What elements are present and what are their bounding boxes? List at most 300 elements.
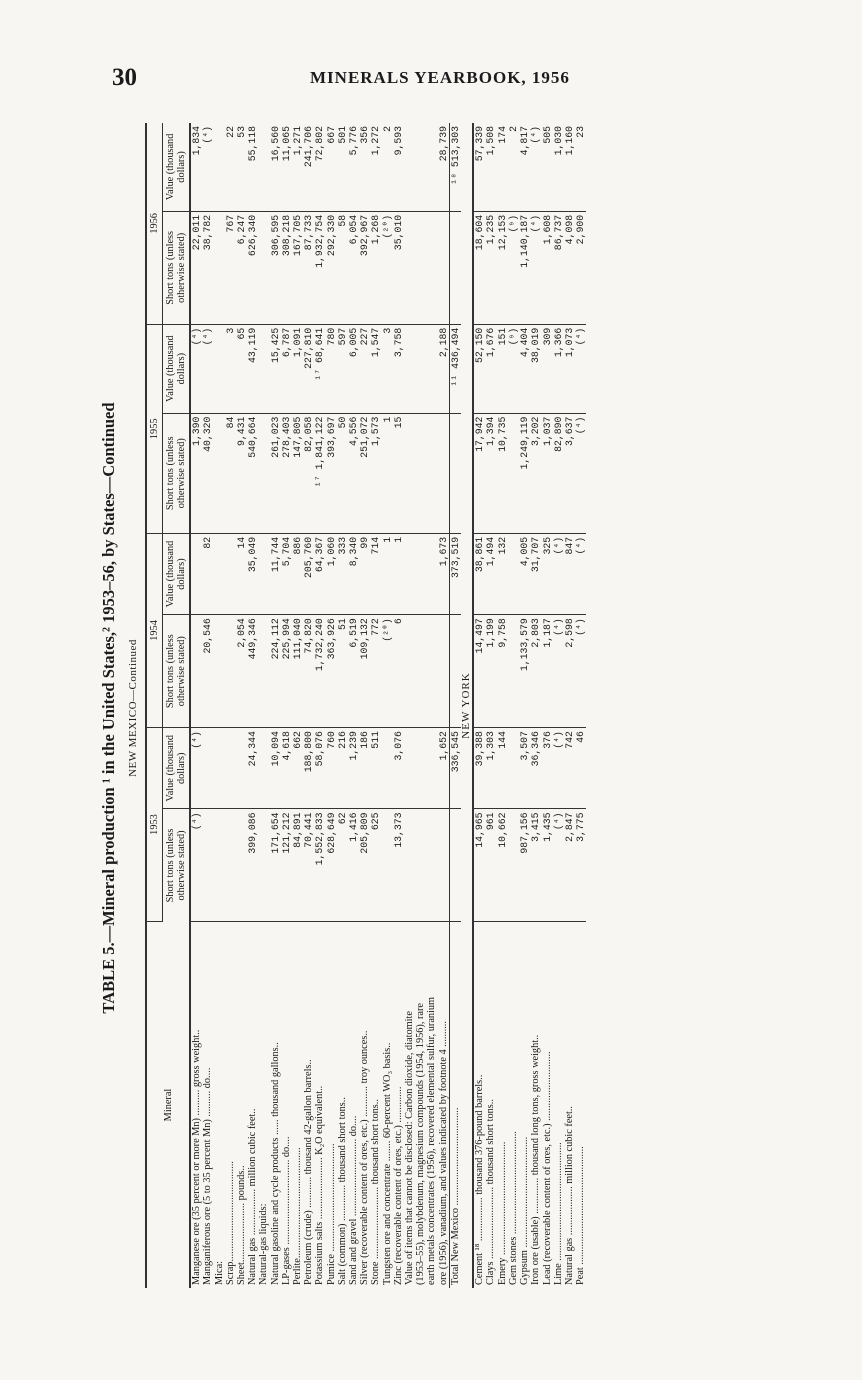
table-cell: (⁴) (202, 123, 213, 211)
table-cell (258, 615, 269, 728)
table-row (292, 123, 303, 1288)
mineral-label: Emery ............................................ (496, 1141, 508, 1285)
table-cell (426, 809, 437, 922)
table-cell: 336,545 (449, 728, 461, 809)
mineral-label: earth metals concentrates (1956), recovered elemental sulfur, uranium (426, 996, 438, 1285)
table-cell: 14 (236, 533, 247, 614)
state-heading-new-york: NEW YORK (461, 123, 473, 1288)
table-cell (426, 615, 437, 728)
table-cell: 65 (236, 324, 247, 413)
table-cell (508, 615, 519, 728)
year-header-1956: 1956 (146, 123, 163, 324)
table-cell: 1,091 (292, 324, 303, 413)
rotated-table-frame (93, 108, 823, 1308)
table-cell: 767 (225, 211, 236, 324)
table-row (281, 123, 292, 1288)
table-cell: 2,054 (236, 615, 247, 728)
table-cell (415, 211, 426, 324)
table-row (542, 123, 553, 1288)
table-cell: 36,346 (530, 728, 541, 809)
table-cell: 46 (575, 728, 586, 809)
table-cell: 227,810 (303, 324, 314, 413)
table-cell (438, 211, 450, 324)
mineral-production-table (145, 123, 586, 1288)
table-cell: 205,760 (303, 533, 314, 614)
table-row (348, 123, 359, 1288)
mineral-label: Lead (recoverable content of ores, etc.) ........................... (541, 1051, 553, 1285)
table-cell (508, 533, 519, 614)
table-cell: 1,030 (553, 123, 564, 211)
table-row (575, 123, 586, 1288)
table-cell: 2,598 (564, 615, 575, 728)
table-row (303, 123, 314, 1288)
table-cell: 6 (393, 615, 404, 728)
table-cell: 109,132 (359, 615, 370, 728)
table-cell: 6,247 (236, 211, 247, 324)
table-cell: 2,847 (564, 809, 575, 922)
table-cell: 18,604 (473, 211, 485, 324)
table-cell (415, 809, 426, 922)
table-cell (258, 123, 269, 211)
table-cell: 392,967 (359, 211, 370, 324)
table-cell: 14,965 (473, 809, 485, 922)
table-row (359, 123, 370, 1288)
table-row (337, 123, 348, 1288)
table-cell (438, 413, 450, 533)
mineral-label: Salt (common) .............. thousand short tons.. (336, 1097, 348, 1285)
table-cell: 31,707 (530, 533, 541, 614)
table-cell: (⁴) (553, 615, 564, 728)
table-cell: 38,782 (202, 211, 213, 324)
table-cell: 714 (370, 533, 381, 614)
state-heading-row (461, 123, 473, 1288)
table-cell: 35,010 (393, 211, 404, 324)
mineral-label: Scrap....................................... (224, 1161, 236, 1285)
new-mexico-total (449, 123, 473, 1288)
table-cell (404, 533, 415, 614)
table-cell (258, 211, 269, 324)
total-label: Total New Mexico ...................................... (449, 922, 461, 1289)
table-row (236, 123, 247, 1288)
table-cell: 1,932,754 (314, 211, 325, 324)
table-cell (382, 728, 393, 809)
value-header: Value (thousand dollars) (163, 728, 191, 809)
value-header: Value (thousand dollars) (163, 123, 191, 211)
table-cell: 50 (337, 413, 348, 533)
table-cell (449, 809, 461, 922)
table-cell: 23 (575, 123, 586, 211)
table-cell: 501 (337, 123, 348, 211)
mineral-label: ore (1956), vanadium, and values indicated by footnote 4 .......... (437, 1021, 449, 1285)
table-cell: 1,073 (564, 324, 575, 413)
table-cell: 1 (382, 413, 393, 533)
mineral-label: Sand and gravel .............................. do.... (348, 1115, 360, 1285)
table-cell: 99 (359, 533, 370, 614)
table-cell (426, 533, 437, 614)
table-cell (449, 211, 461, 324)
table-cell (404, 809, 415, 922)
table-cell: 6,519 (348, 615, 359, 728)
table-row (497, 123, 508, 1288)
table-cell: 58 (337, 211, 348, 324)
table-cell: 1,494 (485, 533, 496, 614)
table-cell: (⁴) (530, 123, 541, 211)
table-cell (382, 809, 393, 922)
table-row (382, 123, 393, 1288)
mineral-label: Tungsten ore and concentrate ........ 60-percent WO₃ basis.. (381, 1042, 393, 1285)
table-cell: 14,497 (473, 615, 485, 728)
table-cell (214, 728, 225, 809)
mineral-label: Zinc (recoverable content of ores, etc.) .............. (392, 1086, 404, 1285)
table-cell: 1,037 (542, 413, 553, 533)
table-cell: ¹⁷ 1,841,122 (314, 413, 325, 533)
table-cell: 10,094 (270, 728, 281, 809)
mineral-label: Manganiferous ore (5 to 35 percent Mn) .......... do.... (202, 1067, 214, 1285)
table-cell: 1,608 (542, 211, 553, 324)
value-header: Value (thousand dollars) (163, 533, 191, 614)
mineral-label: Petroleum (crude) ............ thousand 42-gallon barrels.. (303, 1059, 315, 1285)
table-cell: 40,320 (202, 413, 213, 533)
table-cell: 241,706 (303, 123, 314, 211)
table-cell (214, 324, 225, 413)
table-cell: (⁴) (553, 533, 564, 614)
mineral-label: (1953–55), molybdenum, magnesium compounds (1954, 1956), rare (415, 1003, 427, 1285)
table-cell (214, 123, 225, 211)
table-cell: 3,758 (393, 324, 404, 413)
table-cell: 1,235 (485, 211, 496, 324)
table-cell: 1,435 (542, 809, 553, 922)
table-cell: 24,344 (247, 728, 258, 809)
table-cell: 987,156 (519, 809, 530, 922)
table-cell: 39,388 (473, 728, 485, 809)
table-cell: 5,704 (281, 533, 292, 614)
table-cell (225, 533, 236, 614)
mineral-label: Manganese ore (35 percent or more Mn) .......... gross weight.. (191, 1029, 203, 1285)
table-cell: 662 (292, 728, 303, 809)
table-cell: 38,861 (473, 533, 485, 614)
table-cell (202, 809, 213, 922)
mineral-label: Gypsum ........................................... (519, 1136, 531, 1285)
table-cell: 628,649 (326, 809, 337, 922)
table-cell (258, 809, 269, 922)
table-row (415, 123, 426, 1288)
value-header: Value (thousand dollars) (163, 324, 191, 413)
table-cell: 1,732,240 (314, 615, 325, 728)
table-row (508, 123, 519, 1288)
table-cell: 1,268 (370, 211, 381, 324)
table-cell: 6,787 (281, 324, 292, 413)
table-row (314, 123, 325, 1288)
table-cell: 15 (393, 413, 404, 533)
year-header-1954: 1954 (146, 533, 163, 727)
table-cell: 3,507 (519, 728, 530, 809)
table-cell: 51 (337, 615, 348, 728)
table-cell (415, 728, 426, 809)
table-cell: 84,891 (292, 809, 303, 922)
table-row (553, 123, 564, 1288)
table-cell: 1,390 (190, 413, 202, 533)
table-cell: 86,737 (553, 211, 564, 324)
qty-header: Short tons (unless otherwise stated) (163, 413, 191, 533)
table-cell (404, 211, 415, 324)
mineral-label: Value of items that cannot be disclosed: Carbon dioxide, diatomite (404, 1011, 416, 1285)
new-york-rows (473, 123, 586, 1288)
table-cell: 9,758 (497, 615, 508, 728)
table-row (564, 123, 575, 1288)
table-cell: 144 (497, 728, 508, 809)
table-cell: (⁹) (508, 211, 519, 324)
table-row (247, 123, 258, 1288)
table-cell (415, 413, 426, 533)
table-cell (415, 533, 426, 614)
table-cell (415, 123, 426, 211)
table-cell: 224,112 (270, 615, 281, 728)
table-cell (508, 728, 519, 809)
qty-header: Short tons (unless otherwise stated) (163, 211, 191, 324)
table-row (519, 123, 530, 1288)
table-cell: 393,697 (326, 413, 337, 533)
table-row (485, 123, 496, 1288)
table-cell: 82,058 (303, 413, 314, 533)
table-cell: 55,118 (247, 123, 258, 211)
table-cell: 961 (485, 809, 496, 922)
table-cell: 52,150 (473, 324, 485, 413)
table-cell: 2,188 (438, 324, 450, 413)
table-cell: 2 (382, 123, 393, 211)
table-cell: 53 (236, 123, 247, 211)
table-cell: 4,005 (519, 533, 530, 614)
table-cell: 15,425 (270, 324, 281, 413)
table-cell: 20,546 (202, 615, 213, 728)
table-cell: 13,373 (393, 809, 404, 922)
table-cell: 373,519 (449, 533, 461, 614)
table-cell: 151 (497, 324, 508, 413)
table-cell: 3,076 (393, 728, 404, 809)
table-row (190, 123, 202, 1288)
table-cell (214, 533, 225, 614)
table-cell: (²⁰) (382, 211, 393, 324)
table-cell: 399,086 (247, 809, 258, 922)
table-cell: 667 (326, 123, 337, 211)
table-cell: 10,662 (497, 809, 508, 922)
table-cell: 625 (370, 809, 381, 922)
table-cell: 64,367 (314, 533, 325, 614)
table-cell: 760 (326, 728, 337, 809)
table-cell: 4,817 (519, 123, 530, 211)
table-cell: 72,802 (314, 123, 325, 211)
table-cell: 28,739 (438, 123, 450, 211)
table-cell: 292,330 (326, 211, 337, 324)
table-cell: 1,416 (348, 809, 359, 922)
table-cell (258, 413, 269, 533)
table-cell: 1,834 (190, 123, 202, 211)
table-cell: (⁴) (202, 324, 213, 413)
table-cell: 597 (337, 324, 348, 413)
table-cell (449, 413, 461, 533)
table-cell: ¹¹ 436,494 (449, 324, 461, 413)
table-cell: 35,049 (247, 533, 258, 614)
table-cell (404, 728, 415, 809)
table-cell: 121,212 (281, 809, 292, 922)
table-cell (508, 809, 519, 922)
table-cell (404, 324, 415, 413)
table-cell: 1,272 (370, 123, 381, 211)
table-row (202, 123, 213, 1288)
table-cell: 3 (382, 324, 393, 413)
table-cell (214, 413, 225, 533)
table-cell (404, 123, 415, 211)
table-cell: 278,403 (281, 413, 292, 533)
table-cell: 3,202 (530, 413, 541, 533)
table-cell: 1,366 (553, 324, 564, 413)
table-cell: (⁴) (575, 533, 586, 614)
table-cell (426, 211, 437, 324)
table-cell: 1,160 (564, 123, 575, 211)
new-mexico-rows (190, 123, 449, 1288)
table-cell (404, 615, 415, 728)
table-cell: (⁴) (575, 413, 586, 533)
table-cell (415, 324, 426, 413)
table-cell: 82 (202, 533, 213, 614)
table-cell: 1,239 (348, 728, 359, 809)
table-cell: 1,673 (438, 533, 450, 614)
table-cell: (⁴) (575, 615, 586, 728)
table-cell (225, 809, 236, 922)
table-title: TABLE 5.—Mineral production ¹ in the United States,² 1953–56, by States—Continued (99, 402, 118, 1014)
table-cell (508, 413, 519, 533)
table-cell: 57,339 (473, 123, 485, 211)
table-cell: 333 (337, 533, 348, 614)
table-cell (426, 123, 437, 211)
table-cell: 10,735 (497, 413, 508, 533)
year-header-1955: 1955 (146, 324, 163, 533)
table-cell: 3,415 (530, 809, 541, 922)
mineral-label: Natural gas ................... million cubic feet.. (563, 1105, 575, 1285)
table-cell: 505 (542, 123, 553, 211)
table-cell: 1,573 (370, 413, 381, 533)
table-cell: 216 (337, 728, 348, 809)
table-cell: 87,733 (303, 211, 314, 324)
table-cell: (⁴) (553, 728, 564, 809)
table-cell: 780 (326, 324, 337, 413)
year-header-row (146, 123, 163, 1288)
table-cell: 1 (382, 533, 393, 614)
mineral-label: Mica: (213, 1260, 225, 1285)
table-cell (236, 809, 247, 922)
table-cell: 1,271 (292, 123, 303, 211)
table-row (225, 123, 236, 1288)
table-cell: 9,431 (236, 413, 247, 533)
table-cell: 82,890 (553, 413, 564, 533)
table-cell: 4,556 (348, 413, 359, 533)
mineral-label: Iron ore (usable) .............. thousand long tons, gross weight.. (530, 1034, 542, 1285)
table-row (258, 123, 269, 1288)
qty-header: Short tons (unless otherwise stated) (163, 615, 191, 728)
table-cell: (⁴) (190, 728, 202, 809)
table-cell: 171,654 (270, 809, 281, 922)
table-row (530, 123, 541, 1288)
table-cell: 174 (497, 123, 508, 211)
year-header-1953: 1953 (146, 728, 163, 922)
table-cell (426, 324, 437, 413)
table-cell: 1,060 (326, 533, 337, 614)
table-cell: (⁴) (190, 809, 202, 922)
mineral-label: Silver (recoverable content of ores, etc.) ............ troy ounces.. (359, 1030, 371, 1285)
table-cell: 6,005 (348, 324, 359, 413)
table-cell: 261,023 (270, 413, 281, 533)
table-cell: 167,705 (292, 211, 303, 324)
table-cell: 132 (497, 533, 508, 614)
table-cell: 1,187 (542, 615, 553, 728)
table-row (473, 123, 485, 1288)
table-cell: 626,340 (247, 211, 258, 324)
table-cell: (⁴) (530, 211, 541, 324)
table-cell (438, 615, 450, 728)
table-row (426, 123, 437, 1288)
table-cell: (⁹) (508, 324, 519, 413)
table-cell: 308,218 (281, 211, 292, 324)
table-cell: ¹⁸ 513,303 (449, 123, 461, 211)
table-cell: 3 (225, 324, 236, 413)
table-row (404, 123, 415, 1288)
table-cell (225, 728, 236, 809)
table-cell: 4,618 (281, 728, 292, 809)
mineral-label: Natural gasoline and cycle products ...... thousand gallons.. (269, 1042, 281, 1285)
table-cell: 1,652 (438, 728, 450, 809)
table-cell: 1,303 (485, 728, 496, 809)
table-cell (438, 809, 450, 922)
table-cell: 1,552,833 (314, 809, 325, 922)
mineral-label: Pumice .......................................... (325, 1143, 337, 1285)
table-cell: 1,676 (485, 324, 496, 413)
table-cell: 449,346 (247, 615, 258, 728)
table-cell: 306,595 (270, 211, 281, 324)
table-cell: 186 (359, 728, 370, 809)
table-cell: 309 (542, 324, 553, 413)
table-cell: 511 (370, 728, 381, 809)
table-row (393, 123, 404, 1288)
table-cell: 22,011 (190, 211, 202, 324)
table-cell (202, 728, 213, 809)
mineral-label: Stone ............................ thousand short tons.. (370, 1099, 382, 1285)
table-cell: 84 (225, 413, 236, 533)
table-cell: 847 (564, 533, 575, 614)
table-cell: 1,199 (485, 615, 496, 728)
table-cell (404, 413, 415, 533)
table-row (438, 123, 450, 1288)
mineral-label: Peat .............................................. (575, 1146, 587, 1285)
table-row (270, 123, 281, 1288)
table-row (370, 123, 381, 1288)
table-cell: 58,076 (314, 728, 325, 809)
mineral-label: Cement ¹⁸ ................. thousand 376-pound barrels.. (474, 1074, 486, 1285)
table-cell: (²⁰) (382, 615, 393, 728)
table-cell: 3,775 (575, 809, 586, 922)
table-cell: 2,803 (530, 615, 541, 728)
table-cell: 1,249,119 (519, 413, 530, 533)
table-cell: 3,637 (564, 413, 575, 533)
table-cell: 1,508 (485, 123, 496, 211)
table-cell: 17,942 (473, 413, 485, 533)
table-cell: 225,994 (281, 615, 292, 728)
table-cell: 74,820 (303, 615, 314, 728)
table-cell (258, 533, 269, 614)
table-cell: (⁴) (190, 324, 202, 413)
mineral-label: Clays ............................ thousand short tons.. (485, 1099, 497, 1285)
table-cell: 325 (542, 533, 553, 614)
state-heading-new-mexico: NEW MEXICO—Continued (127, 639, 139, 777)
table-cell: 111,040 (292, 615, 303, 728)
